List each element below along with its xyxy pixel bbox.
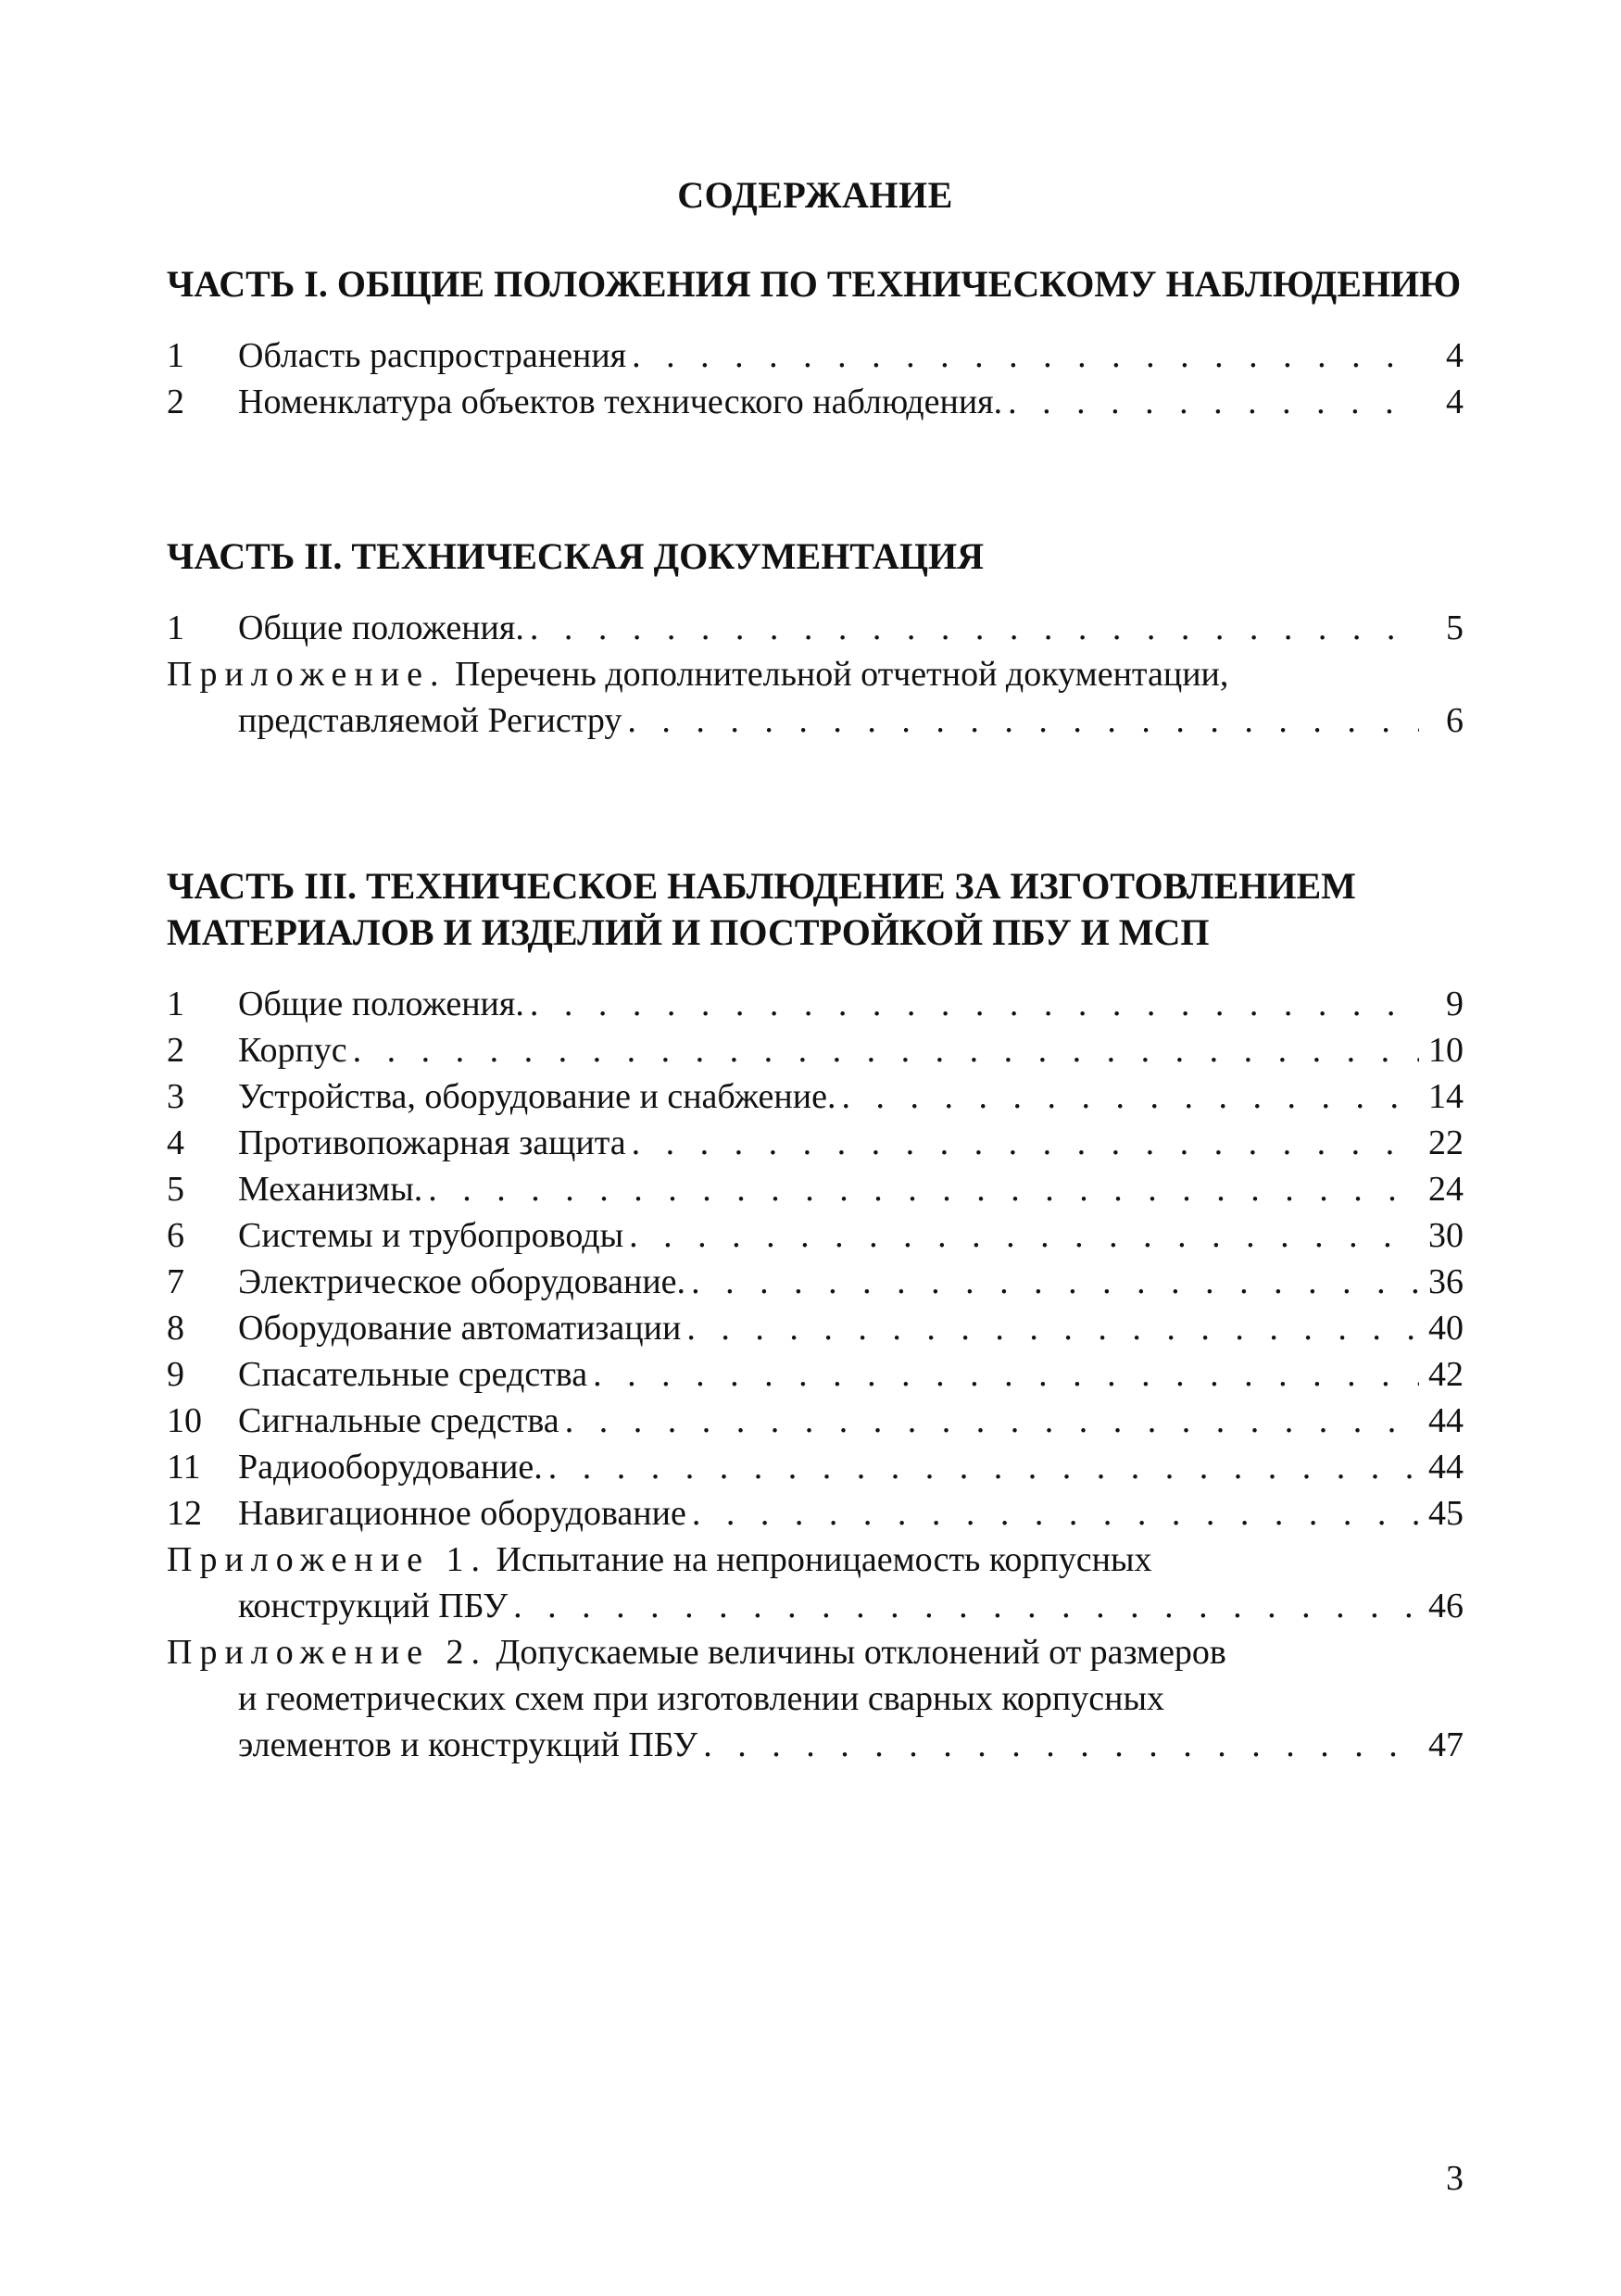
item-number: 1 (167, 609, 184, 647)
dot-leader (530, 981, 1419, 1027)
appendix-prefix: Приложение 2. (167, 1633, 487, 1672)
entry (238, 1259, 1464, 1305)
appendix-prefix: Приложение 1. (167, 1540, 487, 1579)
dot-leader (841, 1073, 1419, 1120)
part-1-list (167, 332, 1464, 425)
item-number: 2 (167, 383, 184, 421)
toc-row[interactable] (167, 1120, 1464, 1166)
appendix-first-line[interactable] (167, 651, 1464, 697)
entry (238, 1212, 1464, 1259)
dot-leader (593, 1351, 1419, 1398)
toc-row[interactable] (167, 379, 1464, 425)
toc-row[interactable] (167, 1490, 1464, 1537)
item-label: Общие положения. (238, 609, 524, 647)
item-label: Оборудование автоматизации (238, 1309, 682, 1348)
toc-row[interactable] (167, 1722, 1464, 1768)
item-number: 1 (167, 336, 184, 375)
toc-page (167, 0, 1464, 2296)
item-label: Навигационное оборудование (238, 1494, 686, 1533)
toc-row[interactable] (167, 1027, 1464, 1073)
entry (238, 332, 1464, 379)
entry (238, 1305, 1464, 1351)
appendix-2-middle-line: и геометрических схем при изготовлении сварных корпусных (238, 1679, 1164, 1718)
item-page: 6 (1446, 701, 1464, 740)
appendix-title: Испытание на непроницаемость корпусных (496, 1540, 1152, 1579)
item-page: 22 (1428, 1123, 1464, 1162)
entry (238, 1073, 1464, 1120)
part-3 (167, 863, 1464, 1768)
part-1 (167, 261, 1464, 425)
entry (238, 1120, 1464, 1166)
item-number: 6 (167, 1216, 184, 1255)
part-3-list (167, 981, 1464, 1768)
item-page: 5 (1446, 609, 1464, 647)
item-label: Общие положения. (238, 985, 524, 1023)
item-page: 44 (1428, 1448, 1464, 1487)
part-2-list (167, 605, 1464, 744)
dot-leader (428, 1166, 1419, 1212)
entry (238, 1166, 1464, 1212)
item-label: Электрическое оборудование. (238, 1262, 686, 1301)
dot-leader (513, 1583, 1419, 1629)
appendix-prefix: Приложение. (167, 655, 446, 694)
item-number: 5 (167, 1170, 184, 1209)
item-label: Номенклатура объектов технического наблюдения. (238, 383, 1003, 421)
dot-leader (691, 1259, 1419, 1305)
item-number: 10 (167, 1401, 202, 1440)
entry (238, 1351, 1464, 1398)
item-number: 4 (167, 1123, 184, 1162)
item-page: 46 (1428, 1587, 1464, 1625)
part-2-heading: ЧАСТЬ II. ТЕХНИЧЕСКАЯ ДОКУМЕНТАЦИЯ (167, 535, 984, 577)
item-number: 8 (167, 1309, 184, 1348)
item-label: Устройства, оборудование и снабжение. (238, 1077, 836, 1116)
part-2 (167, 533, 1464, 744)
entry (238, 605, 1464, 651)
dot-leader (565, 1398, 1419, 1444)
toc-row[interactable] (167, 605, 1464, 651)
dot-leader (627, 697, 1419, 744)
part-3-heading-line1: ЧАСТЬ III. ТЕХНИЧЕСКОЕ НАБЛЮДЕНИЕ ЗА ИЗГОТОВЛЕНИЕМ (167, 865, 1356, 907)
dot-leader (692, 1490, 1419, 1537)
item-page: 14 (1428, 1077, 1464, 1116)
item-page: 40 (1428, 1309, 1464, 1348)
entry (238, 379, 1464, 425)
item-label: Спасательные средства (238, 1355, 588, 1394)
dot-leader (353, 1027, 1419, 1073)
dot-leader (703, 1722, 1419, 1768)
dot-leader (530, 605, 1419, 651)
entry (238, 697, 1464, 744)
item-label: Сигнальные средства (238, 1401, 559, 1440)
item-label: Системы и трубопроводы (238, 1216, 624, 1255)
item-number: 3 (167, 1077, 184, 1116)
item-page: 45 (1428, 1494, 1464, 1533)
entry (238, 1583, 1464, 1629)
item-label: Механизмы. (238, 1170, 423, 1209)
toc-row[interactable] (167, 1351, 1464, 1398)
item-page: 24 (1428, 1170, 1464, 1209)
dot-leader (548, 1444, 1419, 1490)
dot-leader (632, 332, 1419, 379)
appendix-title: Допускаемые величины отклонений от размеров (496, 1633, 1226, 1672)
item-number: 9 (167, 1355, 184, 1394)
toc-row[interactable] (167, 1073, 1464, 1120)
dot-leader (1008, 379, 1419, 425)
item-label: Область распространения (238, 336, 627, 375)
item-page: 10 (1428, 1031, 1464, 1070)
item-number: 7 (167, 1262, 184, 1301)
dot-leader (686, 1305, 1419, 1351)
item-page: 4 (1446, 336, 1464, 375)
toc-row[interactable] (167, 1444, 1464, 1490)
toc-row[interactable] (167, 981, 1464, 1027)
contents-title: СОДЕРЖАНИЕ (677, 174, 953, 216)
item-number: 1 (167, 985, 184, 1023)
item-number: 2 (167, 1031, 184, 1070)
dot-leader (632, 1120, 1419, 1166)
appendix-title-cont: конструкций ПБУ (238, 1587, 509, 1625)
toc-row[interactable] (167, 1583, 1464, 1629)
toc-row[interactable] (167, 1259, 1464, 1305)
entry (238, 1398, 1464, 1444)
entry (238, 1027, 1464, 1073)
item-page: 44 (1428, 1401, 1464, 1440)
item-page: 47 (1428, 1725, 1464, 1764)
appendix-title-cont: элементов и конструкций ПБУ (238, 1725, 698, 1764)
page-number: 3 (1446, 2159, 1464, 2198)
appendix-1-first-line[interactable] (167, 1537, 1464, 1583)
toc-row[interactable] (167, 1166, 1464, 1212)
toc-row[interactable] (167, 1398, 1464, 1444)
item-label: Радиооборудование. (238, 1448, 543, 1487)
entry (238, 1722, 1464, 1768)
item-page: 36 (1428, 1262, 1464, 1301)
entry (238, 1444, 1464, 1490)
appendix-title: Перечень дополнительной отчетной документации, (454, 655, 1229, 694)
appendix-title-cont: представляемой Регистру (238, 701, 622, 740)
item-page: 9 (1446, 985, 1464, 1023)
toc-row[interactable] (167, 1305, 1464, 1351)
item-label: Корпус (238, 1031, 347, 1070)
appendix-2-first-line[interactable] (167, 1629, 1464, 1675)
item-page: 30 (1428, 1216, 1464, 1255)
toc-row[interactable] (167, 1212, 1464, 1259)
item-page: 4 (1446, 383, 1464, 421)
item-number: 11 (167, 1448, 201, 1487)
toc-row[interactable] (167, 332, 1464, 379)
part-1-heading: ЧАСТЬ I. ОБЩИЕ ПОЛОЖЕНИЯ ПО ТЕХНИЧЕСКОМУ НАБЛЮДЕНИЮ (167, 263, 1462, 305)
item-number: 12 (167, 1494, 202, 1533)
toc-row[interactable] (167, 697, 1464, 744)
entry (238, 1490, 1464, 1537)
item-label: Противопожарная защита (238, 1123, 626, 1162)
part-3-heading-line2: МАТЕРИАЛОВ И ИЗДЕЛИЙ И ПОСТРОЙКОЙ ПБУ И МСП (167, 911, 1210, 953)
item-page: 42 (1428, 1355, 1464, 1394)
dot-leader (629, 1212, 1419, 1259)
entry (238, 981, 1464, 1027)
